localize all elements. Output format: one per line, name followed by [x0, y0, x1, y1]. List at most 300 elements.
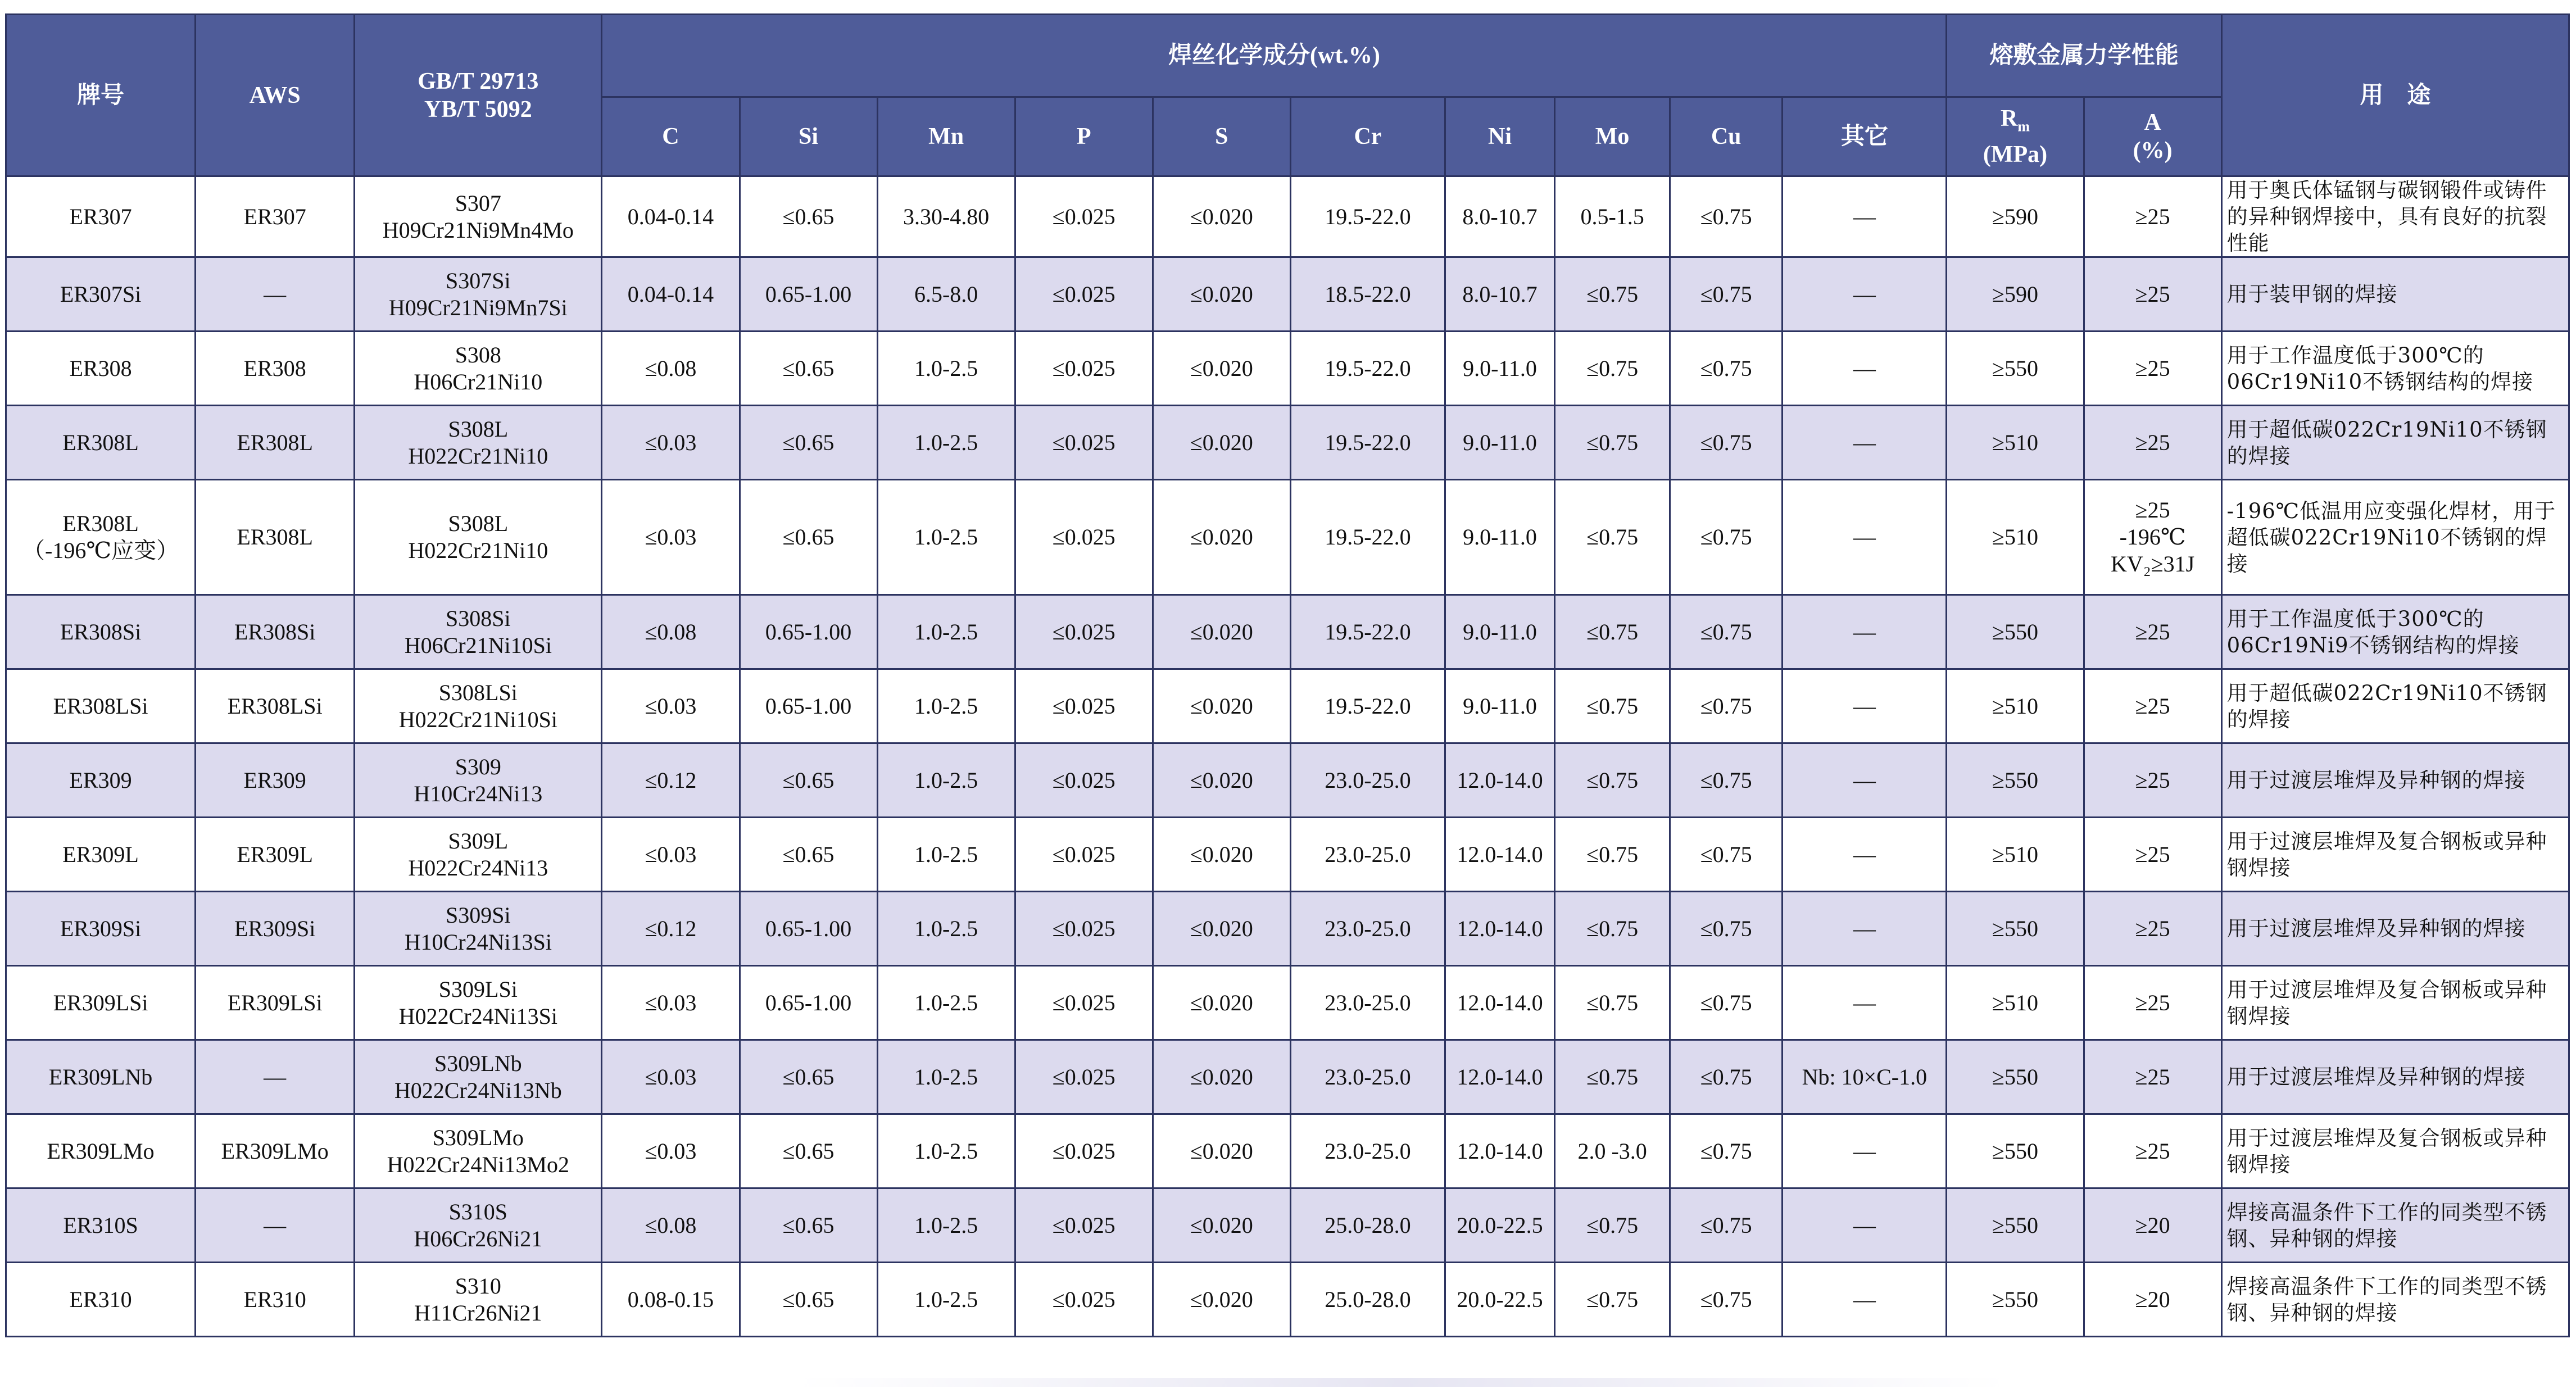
- cell-other: —: [1783, 1114, 1947, 1188]
- gb-line: S310S: [448, 1199, 508, 1224]
- cell-c: ≤0.08: [602, 1188, 740, 1263]
- header-aws: AWS: [196, 15, 355, 176]
- cell-aws: ER308L: [196, 480, 355, 595]
- cell-s: ≤0.020: [1153, 257, 1290, 332]
- cell-gb-standard: [355, 966, 602, 1040]
- a-line: ≥25: [2135, 841, 2170, 867]
- cell-elongation: [2084, 1114, 2221, 1188]
- cell-use: 用于超低碳022Cr19Ni10不锈钢的焊接: [2221, 669, 2569, 743]
- cell-ni: 20.0-22.5: [1445, 1263, 1554, 1337]
- cell-other: —: [1783, 818, 1947, 892]
- cell-cr: 23.0-25.0: [1290, 743, 1445, 818]
- header-col-p: P: [1015, 97, 1153, 176]
- cell-mo: ≤0.75: [1555, 1263, 1670, 1337]
- gb-line: S309LSi: [438, 976, 518, 1002]
- cell-mo: 2.0 -3.0: [1555, 1114, 1670, 1188]
- cell-grade: [6, 595, 196, 669]
- cell-other: —: [1783, 1188, 1947, 1263]
- cell-use: -196℃低温用应变强化焊材，用于超低碳022Cr19Ni10不锈钢的焊接: [2221, 480, 2569, 595]
- cell-c: ≤0.12: [602, 743, 740, 818]
- cell-s: ≤0.020: [1153, 595, 1290, 669]
- a-line: ≥20: [2135, 1286, 2170, 1312]
- cell-use: 焊接高温条件下工作的同类型不锈钢、异种钢的焊接: [2221, 1263, 2569, 1337]
- cell-other: —: [1783, 480, 1947, 595]
- cell-ni: 12.0-14.0: [1445, 818, 1554, 892]
- a-line: ≥25: [2135, 355, 2170, 381]
- cell-aws: ER308: [196, 332, 355, 406]
- cell-cu: ≤0.75: [1670, 332, 1783, 406]
- cell-ni: 8.0-10.7: [1445, 176, 1554, 257]
- header-a-symbol: A: [2144, 110, 2161, 135]
- cell-s: ≤0.020: [1153, 892, 1290, 966]
- cell-mo: ≤0.75: [1555, 966, 1670, 1040]
- header-gb-line2: YB/T 5092: [424, 96, 532, 122]
- cell-ni: 12.0-14.0: [1445, 743, 1554, 818]
- cell-use: 用于超低碳022Cr19Ni10不锈钢的焊接: [2221, 406, 2569, 480]
- cell-si: ≤0.65: [740, 743, 877, 818]
- cell-cr: 19.5-22.0: [1290, 406, 1445, 480]
- cell-mn: 1.0-2.5: [877, 818, 1015, 892]
- cell-mn: 6.5-8.0: [877, 257, 1015, 332]
- cell-ni: 12.0-14.0: [1445, 892, 1554, 966]
- cell-aws: ER310: [196, 1263, 355, 1337]
- a-line: ≥25: [2135, 619, 2170, 645]
- cell-mn: 1.0-2.5: [877, 669, 1015, 743]
- cell-aws: ER309L: [196, 818, 355, 892]
- cell-mo: ≤0.75: [1555, 818, 1670, 892]
- header-col-c: C: [602, 97, 740, 176]
- cell-grade: [6, 1188, 196, 1263]
- cell-p: ≤0.025: [1015, 1263, 1153, 1337]
- cell-s: ≤0.020: [1153, 1263, 1290, 1337]
- cell-s: ≤0.020: [1153, 176, 1290, 257]
- cell-grade: [6, 1040, 196, 1114]
- cell-use: 用于过渡层堆焊及复合钢板或异种钢焊接: [2221, 1114, 2569, 1188]
- cell-s: ≤0.020: [1153, 406, 1290, 480]
- cell-grade: [6, 176, 196, 257]
- cell-rm: ≥510: [1947, 966, 2084, 1040]
- table-header: [6, 15, 2569, 176]
- grade-line: ER308LSi: [53, 693, 148, 719]
- cell-use: 用于过渡层堆焊及异种钢的焊接: [2221, 743, 2569, 818]
- cell-grade: [6, 406, 196, 480]
- a-line: ≥20: [2135, 1212, 2170, 1238]
- gb-line: S308Si: [446, 605, 511, 631]
- cell-p: ≤0.025: [1015, 1040, 1153, 1114]
- cell-ni: 9.0-11.0: [1445, 595, 1554, 669]
- gb-line: H022Cr21Ni10: [408, 443, 548, 469]
- table-row: [6, 1188, 2569, 1263]
- cell-rm: ≥510: [1947, 669, 2084, 743]
- cell-mn: 1.0-2.5: [877, 595, 1015, 669]
- cell-s: ≤0.020: [1153, 332, 1290, 406]
- cell-rm: ≥550: [1947, 1040, 2084, 1114]
- cell-p: ≤0.025: [1015, 818, 1153, 892]
- cell-si: 0.65-1.00: [740, 966, 877, 1040]
- cell-grade: [6, 966, 196, 1040]
- cell-s: ≤0.020: [1153, 743, 1290, 818]
- cell-c: ≤0.03: [602, 966, 740, 1040]
- header-gb-standard: [355, 15, 602, 176]
- cell-cr: 25.0-28.0: [1290, 1188, 1445, 1263]
- cell-p: ≤0.025: [1015, 743, 1153, 818]
- cell-grade: [6, 1263, 196, 1337]
- header-col-cr: Cr: [1290, 97, 1445, 176]
- cell-gb-standard: [355, 257, 602, 332]
- cell-other: —: [1783, 595, 1947, 669]
- cell-p: ≤0.025: [1015, 1114, 1153, 1188]
- a-line: ≥25: [2135, 203, 2170, 229]
- cell-cr: 19.5-22.0: [1290, 176, 1445, 257]
- cell-mo: ≤0.75: [1555, 743, 1670, 818]
- cell-p: ≤0.025: [1015, 595, 1153, 669]
- header-a-unit: (%): [2133, 138, 2173, 164]
- a-line: KV₂≥31J: [2110, 551, 2195, 577]
- cell-si: ≤0.65: [740, 1263, 877, 1337]
- cell-gb-standard: [355, 1114, 602, 1188]
- cell-c: ≤0.03: [602, 818, 740, 892]
- cell-other: —: [1783, 332, 1947, 406]
- cell-cu: ≤0.75: [1670, 669, 1783, 743]
- table-row: [6, 1040, 2569, 1114]
- cell-s: ≤0.020: [1153, 669, 1290, 743]
- cell-mo: ≤0.75: [1555, 595, 1670, 669]
- grade-line: ER309Si: [60, 915, 142, 941]
- cell-si: 0.65-1.00: [740, 669, 877, 743]
- cell-other: —: [1783, 743, 1947, 818]
- table-row: [6, 669, 2569, 743]
- header-rm-letter: R: [2001, 105, 2018, 131]
- cell-other: —: [1783, 669, 1947, 743]
- cell-mn: 1.0-2.5: [877, 966, 1015, 1040]
- header-col-rm: [1947, 97, 2084, 176]
- header-use: 用 途: [2221, 15, 2569, 176]
- table-row: [6, 176, 2569, 257]
- cell-grade: [6, 1114, 196, 1188]
- header-col-cu: Cu: [1670, 97, 1783, 176]
- grade-line: （-196℃应变）: [22, 538, 179, 563]
- header-col-mo: Mo: [1555, 97, 1670, 176]
- cell-use: 用于工作温度低于300℃的06Cr19Ni10不锈钢结构的焊接: [2221, 332, 2569, 406]
- cell-elongation: [2084, 406, 2221, 480]
- cell-cu: ≤0.75: [1670, 1040, 1783, 1114]
- header-mechanical-properties: 熔敷金属力学性能: [1947, 15, 2221, 97]
- cell-aws: —: [196, 1188, 355, 1263]
- cell-ni: 9.0-11.0: [1445, 669, 1554, 743]
- cell-si: 0.65-1.00: [740, 892, 877, 966]
- table-row: [6, 743, 2569, 818]
- gb-line: H06Cr21Ni10Si: [404, 632, 552, 658]
- header-col-other: 其它: [1783, 97, 1947, 176]
- welding-wire-table-container: [5, 13, 2570, 1337]
- gb-line: S308LSi: [438, 679, 518, 705]
- gb-line: S308L: [448, 511, 509, 536]
- gb-line: S309L: [448, 828, 509, 854]
- cell-cu: ≤0.75: [1670, 1188, 1783, 1263]
- cell-cu: ≤0.75: [1670, 480, 1783, 595]
- cell-mo: ≤0.75: [1555, 1188, 1670, 1263]
- cell-elongation: [2084, 1188, 2221, 1263]
- cell-p: ≤0.025: [1015, 892, 1153, 966]
- cell-elongation: [2084, 818, 2221, 892]
- cell-mo: ≤0.75: [1555, 257, 1670, 332]
- cell-mn: 1.0-2.5: [877, 1263, 1015, 1337]
- a-line: ≥25: [2135, 281, 2170, 307]
- cell-rm: ≥550: [1947, 1188, 2084, 1263]
- cell-si: ≤0.65: [740, 1040, 877, 1114]
- header-gb-line1: GB/T 29713: [418, 68, 539, 94]
- cell-elongation: [2084, 332, 2221, 406]
- cell-c: 0.08-0.15: [602, 1263, 740, 1337]
- header-col-si: Si: [740, 97, 877, 176]
- cell-mo: ≤0.75: [1555, 480, 1670, 595]
- gb-line: S309: [455, 754, 501, 779]
- a-line: ≥25: [2135, 429, 2170, 455]
- cell-mo: ≤0.75: [1555, 332, 1670, 406]
- grade-line: ER310S: [63, 1212, 138, 1238]
- cell-cu: ≤0.75: [1670, 1263, 1783, 1337]
- gb-line: S307Si: [446, 267, 511, 293]
- table-row: [6, 332, 2569, 406]
- gb-line: H11Cr26Ni21: [414, 1300, 542, 1326]
- cell-si: ≤0.65: [740, 332, 877, 406]
- table-row: [6, 257, 2569, 332]
- grade-line: ER309L: [62, 841, 139, 867]
- cell-mn: 1.0-2.5: [877, 1040, 1015, 1114]
- cell-rm: ≥550: [1947, 892, 2084, 966]
- grade-line: ER307: [69, 203, 132, 229]
- cell-si: ≤0.65: [740, 1114, 877, 1188]
- cell-cr: 19.5-22.0: [1290, 669, 1445, 743]
- cell-aws: —: [196, 1040, 355, 1114]
- cell-cr: 18.5-22.0: [1290, 257, 1445, 332]
- cell-use: 焊接高温条件下工作的同类型不锈钢、异种钢的焊接: [2221, 1188, 2569, 1263]
- gb-line: S307: [455, 190, 501, 216]
- bottom-shadow-strip: [798, 1378, 2006, 1387]
- cell-cr: 23.0-25.0: [1290, 1040, 1445, 1114]
- cell-mn: 1.0-2.5: [877, 743, 1015, 818]
- gb-line: H022Cr21Ni10Si: [398, 706, 557, 732]
- cell-grade: [6, 480, 196, 595]
- cell-rm: ≥550: [1947, 743, 2084, 818]
- cell-grade: [6, 892, 196, 966]
- a-line: ≥25: [2135, 693, 2170, 719]
- cell-grade: [6, 818, 196, 892]
- cell-aws: —: [196, 257, 355, 332]
- cell-other: Nb: 10×C-1.0: [1783, 1040, 1947, 1114]
- header-chemical-composition: 焊丝化学成分(wt.%): [602, 15, 1947, 97]
- table-row: [6, 480, 2569, 595]
- cell-p: ≤0.025: [1015, 257, 1153, 332]
- cell-cr: 19.5-22.0: [1290, 595, 1445, 669]
- cell-gb-standard: [355, 406, 602, 480]
- cell-p: ≤0.025: [1015, 669, 1153, 743]
- cell-aws: ER309: [196, 743, 355, 818]
- cell-other: —: [1783, 406, 1947, 480]
- cell-gb-standard: [355, 176, 602, 257]
- gb-line: H022Cr21Ni10: [408, 538, 548, 563]
- cell-s: ≤0.020: [1153, 966, 1290, 1040]
- cell-aws: ER309Si: [196, 892, 355, 966]
- cell-cr: 23.0-25.0: [1290, 818, 1445, 892]
- cell-gb-standard: [355, 332, 602, 406]
- grade-line: ER309LSi: [53, 990, 148, 1015]
- cell-grade: [6, 257, 196, 332]
- cell-c: ≤0.03: [602, 406, 740, 480]
- cell-si: ≤0.65: [740, 1188, 877, 1263]
- header-col-a: [2084, 97, 2221, 176]
- gb-line: H10Cr24Ni13Si: [404, 929, 552, 955]
- cell-aws: ER308Si: [196, 595, 355, 669]
- cell-mo: ≤0.75: [1555, 669, 1670, 743]
- cell-elongation: [2084, 480, 2221, 595]
- cell-rm: ≥510: [1947, 406, 2084, 480]
- cell-mn: 1.0-2.5: [877, 480, 1015, 595]
- cell-mo: ≤0.75: [1555, 892, 1670, 966]
- cell-ni: 20.0-22.5: [1445, 1188, 1554, 1263]
- cell-grade: [6, 743, 196, 818]
- cell-cu: ≤0.75: [1670, 892, 1783, 966]
- cell-grade: [6, 669, 196, 743]
- gb-line: H022Cr24Ni13Mo2: [387, 1151, 570, 1177]
- a-line: -196℃: [2119, 524, 2186, 550]
- cell-si: ≤0.65: [740, 406, 877, 480]
- grade-line: ER308L: [62, 429, 139, 455]
- cell-use: 用于过渡层堆焊及复合钢板或异种钢焊接: [2221, 966, 2569, 1040]
- cell-c: 0.04-0.14: [602, 176, 740, 257]
- cell-rm: ≥510: [1947, 480, 2084, 595]
- cell-cr: 23.0-25.0: [1290, 1114, 1445, 1188]
- cell-cu: ≤0.75: [1670, 818, 1783, 892]
- a-line: ≥25: [2135, 915, 2170, 941]
- header-col-ni: Ni: [1445, 97, 1554, 176]
- cell-elongation: [2084, 595, 2221, 669]
- cell-mn: 3.30-4.80: [877, 176, 1015, 257]
- table-row: [6, 966, 2569, 1040]
- table-row: [6, 406, 2569, 480]
- table-row: [6, 892, 2569, 966]
- cell-rm: ≥550: [1947, 1263, 2084, 1337]
- grade-line: ER308: [69, 355, 132, 381]
- cell-ni: 9.0-11.0: [1445, 406, 1554, 480]
- cell-cu: ≤0.75: [1670, 743, 1783, 818]
- cell-s: ≤0.020: [1153, 1040, 1290, 1114]
- cell-mo: ≤0.75: [1555, 1040, 1670, 1114]
- cell-cu: ≤0.75: [1670, 406, 1783, 480]
- cell-aws: ER309LSi: [196, 966, 355, 1040]
- grade-line: ER310: [69, 1286, 132, 1312]
- header-rm-unit: (MPa): [1983, 142, 2048, 168]
- cell-gb-standard: [355, 1040, 602, 1114]
- cell-other: —: [1783, 892, 1947, 966]
- grade-line: ER307Si: [60, 281, 142, 307]
- gb-line: H022Cr24Ni13: [408, 855, 548, 881]
- cell-use: 用于奥氏体锰钢与碳钢锻件或铸件的异种钢焊接中，具有良好的抗裂性能: [2221, 176, 2569, 257]
- table-row: [6, 595, 2569, 669]
- cell-aws: ER309LMo: [196, 1114, 355, 1188]
- cell-si: ≤0.65: [740, 818, 877, 892]
- grade-line: ER309LMo: [47, 1138, 155, 1164]
- cell-rm: ≥550: [1947, 1114, 2084, 1188]
- cell-elongation: [2084, 1263, 2221, 1337]
- cell-gb-standard: [355, 1263, 602, 1337]
- cell-gb-standard: [355, 743, 602, 818]
- cell-mn: 1.0-2.5: [877, 1188, 1015, 1263]
- a-line: ≥25: [2135, 497, 2170, 523]
- gb-line: S310: [455, 1273, 501, 1299]
- cell-other: —: [1783, 1263, 1947, 1337]
- cell-use: 用于工作温度低于300℃的06Cr19Ni9不锈钢结构的焊接: [2221, 595, 2569, 669]
- cell-p: ≤0.025: [1015, 332, 1153, 406]
- cell-elongation: [2084, 892, 2221, 966]
- cell-p: ≤0.025: [1015, 406, 1153, 480]
- cell-c: ≤0.08: [602, 332, 740, 406]
- header-rm-subscript: m: [2017, 118, 2030, 135]
- cell-other: —: [1783, 176, 1947, 257]
- gb-line: H09Cr21Ni9Mn4Mo: [382, 217, 574, 243]
- cell-cu: ≤0.75: [1670, 257, 1783, 332]
- grade-line: ER308L: [62, 511, 139, 536]
- cell-elongation: [2084, 257, 2221, 332]
- cell-ni: 8.0-10.7: [1445, 257, 1554, 332]
- cell-cr: 23.0-25.0: [1290, 892, 1445, 966]
- table-row: [6, 1114, 2569, 1188]
- cell-c: ≤0.03: [602, 1040, 740, 1114]
- cell-cu: ≤0.75: [1670, 176, 1783, 257]
- cell-mo: ≤0.75: [1555, 406, 1670, 480]
- cell-gb-standard: [355, 818, 602, 892]
- header-rm-symbol: [1949, 105, 2080, 140]
- cell-p: ≤0.025: [1015, 480, 1153, 595]
- cell-ni: 12.0-14.0: [1445, 966, 1554, 1040]
- cell-mn: 1.0-2.5: [877, 332, 1015, 406]
- cell-elongation: [2084, 966, 2221, 1040]
- cell-ni: 9.0-11.0: [1445, 480, 1554, 595]
- cell-aws: ER307: [196, 176, 355, 257]
- grade-line: ER309: [69, 767, 132, 793]
- cell-c: ≤0.03: [602, 1114, 740, 1188]
- a-line: ≥25: [2135, 990, 2170, 1015]
- cell-ni: 12.0-14.0: [1445, 1114, 1554, 1188]
- gb-line: S309LNb: [434, 1050, 522, 1076]
- cell-mn: 1.0-2.5: [877, 892, 1015, 966]
- cell-ni: 12.0-14.0: [1445, 1040, 1554, 1114]
- cell-rm: ≥550: [1947, 332, 2084, 406]
- cell-cr: 19.5-22.0: [1290, 332, 1445, 406]
- welding-wire-spec-table: [5, 13, 2570, 1337]
- cell-cu: ≤0.75: [1670, 966, 1783, 1040]
- cell-c: ≤0.03: [602, 669, 740, 743]
- table-body: [6, 176, 2569, 1337]
- gb-line: S309LMo: [432, 1124, 524, 1150]
- cell-c: ≤0.03: [602, 480, 740, 595]
- cell-other: —: [1783, 966, 1947, 1040]
- cell-rm: ≥590: [1947, 257, 2084, 332]
- cell-gb-standard: [355, 669, 602, 743]
- a-line: ≥25: [2135, 1064, 2170, 1090]
- cell-ni: 9.0-11.0: [1445, 332, 1554, 406]
- cell-gb-standard: [355, 595, 602, 669]
- header-grade: 牌号: [6, 15, 196, 176]
- cell-cr: 19.5-22.0: [1290, 480, 1445, 595]
- cell-gb-standard: [355, 892, 602, 966]
- cell-rm: ≥550: [1947, 595, 2084, 669]
- header-col-mn: Mn: [877, 97, 1015, 176]
- gb-line: S308L: [448, 416, 509, 442]
- cell-aws: ER308LSi: [196, 669, 355, 743]
- cell-use: 用于过渡层堆焊及异种钢的焊接: [2221, 892, 2569, 966]
- cell-p: ≤0.025: [1015, 176, 1153, 257]
